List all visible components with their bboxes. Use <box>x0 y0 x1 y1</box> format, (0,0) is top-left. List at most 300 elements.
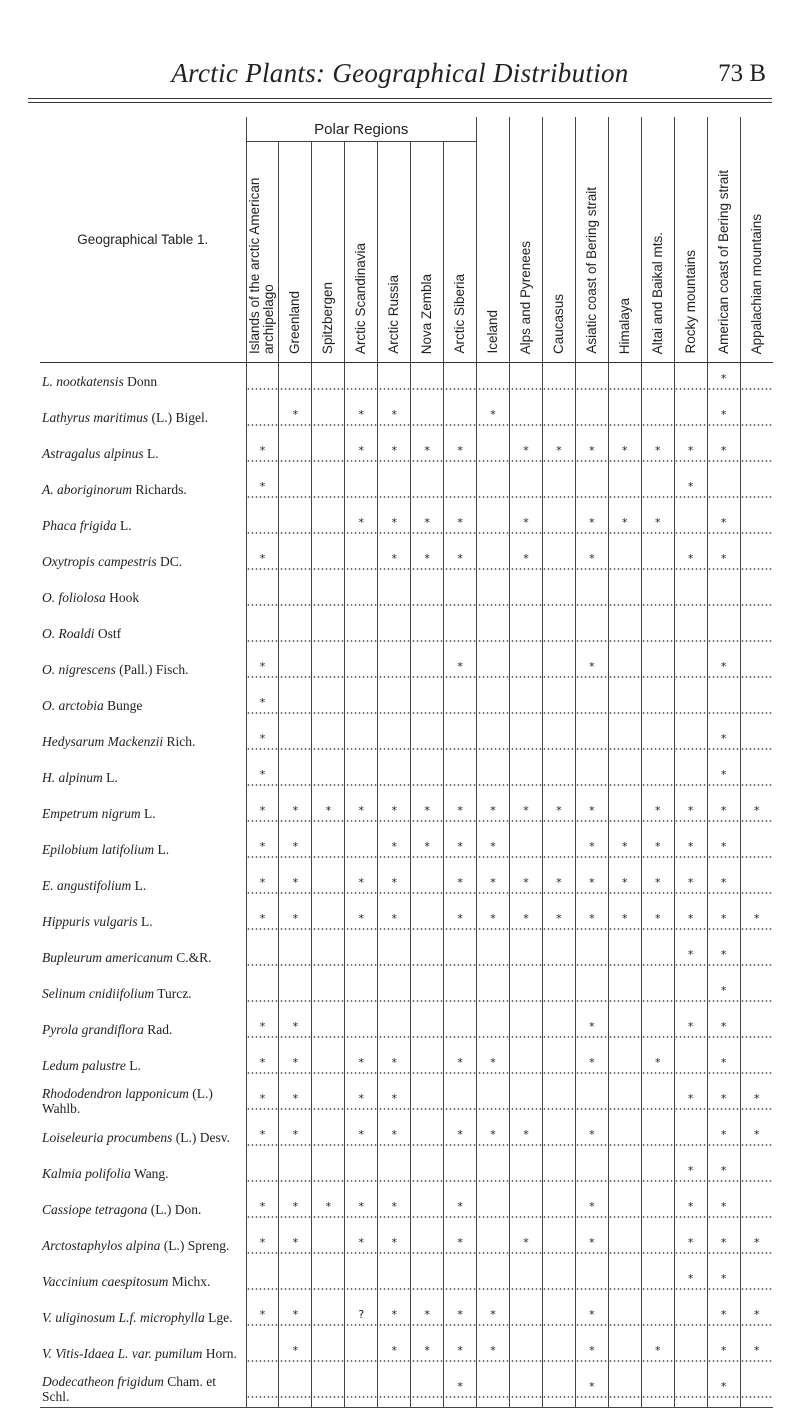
occurrence-cell <box>312 471 345 507</box>
occurrence-mark: * <box>720 659 727 673</box>
occurrence-cell <box>510 687 543 723</box>
table-row <box>40 399 773 435</box>
occurrence-cell <box>477 651 510 687</box>
species-name <box>40 1335 246 1371</box>
column-header <box>378 142 411 363</box>
occurrence-cell <box>674 1119 707 1155</box>
column-header-label: Alps and Pyrenees <box>517 240 533 354</box>
occurrence-cell <box>279 579 312 615</box>
occurrence-cell <box>378 1119 411 1155</box>
occurrence-mark: ? <box>358 1307 365 1321</box>
occurrence-cell <box>740 471 773 507</box>
occurrence-cell <box>707 1011 740 1047</box>
occurrence-cell <box>477 615 510 651</box>
occurrence-cell <box>641 1299 674 1335</box>
species-binomial: Rhododendron lapponicum <box>42 1086 189 1101</box>
occurrence-mark: * <box>523 803 529 817</box>
species-binomial: Kalmia polifolia <box>42 1165 131 1181</box>
occurrence-cell <box>279 795 312 831</box>
distribution-table <box>40 117 773 1408</box>
occurrence-cell <box>411 1227 444 1263</box>
occurrence-cell <box>740 507 773 543</box>
occurrence-cell <box>246 1155 279 1191</box>
occurrence-mark: * <box>720 1235 727 1249</box>
occurrence-mark: * <box>490 839 496 853</box>
occurrence-cell <box>345 1371 378 1408</box>
occurrence-mark: * <box>391 911 397 925</box>
occurrence-cell <box>477 543 510 579</box>
occurrence-cell <box>707 867 740 903</box>
occurrence-cell <box>510 471 543 507</box>
occurrence-cell <box>674 1083 707 1119</box>
occurrence-mark: * <box>457 515 463 529</box>
occurrence-mark: * <box>292 1343 299 1357</box>
occurrence-cell <box>444 1299 477 1335</box>
occurrence-cell <box>740 975 773 1011</box>
occurrence-mark: * <box>391 1127 397 1141</box>
occurrence-cell <box>477 1155 510 1191</box>
occurrence-cell <box>477 687 510 723</box>
occurrence-cell <box>477 1263 510 1299</box>
occurrence-mark: * <box>292 407 299 421</box>
occurrence-cell <box>510 579 543 615</box>
table-row <box>40 1335 773 1371</box>
occurrence-cell <box>740 651 773 687</box>
occurrence-cell <box>608 435 641 471</box>
occurrence-cell <box>740 1191 773 1227</box>
occurrence-cell <box>378 831 411 867</box>
occurrence-cell <box>542 795 575 831</box>
occurrence-cell <box>674 579 707 615</box>
occurrence-cell <box>444 507 477 543</box>
species-name <box>40 1155 246 1191</box>
occurrence-cell <box>542 471 575 507</box>
species-author: L. <box>106 769 118 785</box>
occurrence-cell <box>246 1263 279 1299</box>
occurrence-mark: * <box>622 515 628 529</box>
occurrence-cell <box>279 399 312 435</box>
occurrence-cell <box>312 1227 345 1263</box>
occurrence-cell <box>246 831 279 867</box>
species-author: L. <box>157 841 170 857</box>
occurrence-cell <box>641 363 674 400</box>
occurrence-cell <box>740 1299 773 1335</box>
occurrence-cell <box>707 543 740 579</box>
occurrence-cell <box>444 435 477 471</box>
occurrence-cell <box>411 759 444 795</box>
occurrence-cell <box>641 651 674 687</box>
occurrence-cell <box>378 687 411 723</box>
occurrence-mark: * <box>490 1307 496 1321</box>
table-row <box>40 1371 773 1408</box>
occurrence-cell <box>246 1011 279 1047</box>
occurrence-mark: * <box>457 1379 463 1393</box>
column-header-label: Arctic Siberia <box>452 274 468 354</box>
occurrence-cell <box>411 795 444 831</box>
occurrence-cell <box>542 1155 575 1191</box>
occurrence-cell <box>542 579 575 615</box>
occurrence-cell <box>740 1083 773 1119</box>
occurrence-cell <box>345 1047 378 1083</box>
occurrence-mark: * <box>622 911 628 925</box>
occurrence-mark: * <box>358 875 365 889</box>
occurrence-cell <box>641 399 674 435</box>
species-binomial: Lathyrus maritimus <box>42 409 149 425</box>
occurrence-cell <box>542 1263 575 1299</box>
occurrence-mark: * <box>391 803 397 817</box>
occurrence-mark: * <box>687 911 694 925</box>
occurrence-cell <box>444 1083 477 1119</box>
occurrence-cell <box>740 939 773 975</box>
occurrence-cell <box>312 1299 345 1335</box>
occurrence-cell <box>312 1083 345 1119</box>
species-binomial: Cassiope tetragona <box>42 1201 148 1217</box>
occurrence-cell <box>510 651 543 687</box>
occurrence-cell <box>444 975 477 1011</box>
occurrence-cell <box>246 651 279 687</box>
occurrence-cell <box>674 399 707 435</box>
occurrence-mark: * <box>687 803 694 817</box>
occurrence-mark: * <box>358 1235 365 1249</box>
species-author: (L.) Wahlb. <box>42 1086 213 1116</box>
occurrence-mark: * <box>720 839 727 853</box>
occurrence-cell <box>279 1371 312 1408</box>
occurrence-cell <box>641 615 674 651</box>
occurrence-cell <box>345 1227 378 1263</box>
occurrence-cell <box>740 1119 773 1155</box>
occurrence-mark: * <box>720 1307 727 1321</box>
occurrence-cell <box>707 687 740 723</box>
occurrence-cell <box>575 579 608 615</box>
column-header <box>411 142 444 363</box>
occurrence-cell <box>542 939 575 975</box>
occurrence-cell <box>674 795 707 831</box>
occurrence-cell <box>345 399 378 435</box>
column-header <box>674 117 707 363</box>
occurrence-mark: * <box>259 767 266 781</box>
occurrence-cell <box>477 1335 510 1371</box>
occurrence-cell <box>740 867 773 903</box>
occurrence-mark: * <box>259 1127 266 1141</box>
column-header-label: Islands of the arctic American archipelago <box>247 177 277 354</box>
occurrence-cell <box>641 507 674 543</box>
occurrence-mark: * <box>259 1307 266 1321</box>
column-header-label: Greenland <box>287 290 303 354</box>
occurrence-cell <box>575 975 608 1011</box>
occurrence-mark: * <box>720 1343 727 1357</box>
occurrence-cell <box>575 867 608 903</box>
occurrence-cell <box>707 651 740 687</box>
occurrence-cell <box>411 435 444 471</box>
occurrence-cell <box>444 1119 477 1155</box>
occurrence-cell <box>312 867 345 903</box>
species-name <box>40 975 246 1011</box>
occurrence-cell <box>674 471 707 507</box>
occurrence-cell <box>411 975 444 1011</box>
table-row <box>40 1083 773 1119</box>
table-row <box>40 363 773 400</box>
occurrence-cell <box>608 939 641 975</box>
occurrence-cell <box>444 471 477 507</box>
occurrence-cell <box>312 1047 345 1083</box>
occurrence-cell <box>345 1263 378 1299</box>
occurrence-cell <box>510 1191 543 1227</box>
occurrence-cell <box>608 795 641 831</box>
occurrence-mark: * <box>358 515 365 529</box>
occurrence-cell <box>246 759 279 795</box>
occurrence-cell <box>246 723 279 759</box>
species-author: L. <box>120 517 132 533</box>
occurrence-cell <box>378 1191 411 1227</box>
occurrence-cell <box>575 1263 608 1299</box>
occurrence-mark: * <box>457 1307 463 1321</box>
occurrence-cell <box>444 1047 477 1083</box>
occurrence-cell <box>575 1047 608 1083</box>
occurrence-mark: * <box>490 1343 496 1357</box>
occurrence-cell <box>674 867 707 903</box>
occurrence-mark: * <box>358 443 365 457</box>
occurrence-cell <box>575 939 608 975</box>
species-binomial: V. Vitis-Idaea L. var. pumilum <box>42 1345 203 1361</box>
occurrence-cell <box>575 795 608 831</box>
occurrence-cell <box>444 615 477 651</box>
species-binomial: L. nootkatensis <box>42 373 124 389</box>
column-header <box>510 117 543 363</box>
occurrence-mark: * <box>720 407 727 421</box>
occurrence-cell <box>279 1011 312 1047</box>
species-author: Donn <box>127 373 158 389</box>
occurrence-cell <box>312 687 345 723</box>
occurrence-mark: * <box>687 1271 694 1285</box>
occurrence-cell <box>246 1227 279 1263</box>
occurrence-cell <box>608 615 641 651</box>
occurrence-cell <box>279 1263 312 1299</box>
species-author: (L.) Don. <box>150 1201 202 1217</box>
occurrence-cell <box>279 1047 312 1083</box>
occurrence-mark: * <box>720 1127 727 1141</box>
occurrence-cell <box>510 1011 543 1047</box>
occurrence-cell <box>674 903 707 939</box>
occurrence-mark: * <box>391 1055 397 1069</box>
occurrence-mark: * <box>457 875 463 889</box>
occurrence-cell <box>641 831 674 867</box>
column-header-label: American coast of Bering strait <box>715 170 731 354</box>
occurrence-mark: * <box>687 839 694 853</box>
occurrence-cell <box>378 543 411 579</box>
occurrence-cell <box>641 1227 674 1263</box>
occurrence-mark: * <box>391 1235 397 1249</box>
occurrence-cell <box>707 471 740 507</box>
occurrence-cell <box>246 1335 279 1371</box>
top-rule-thin <box>28 102 772 103</box>
occurrence-mark: * <box>589 803 595 817</box>
occurrence-cell <box>246 1191 279 1227</box>
occurrence-cell <box>674 1191 707 1227</box>
occurrence-cell <box>246 1299 279 1335</box>
occurrence-cell <box>510 1263 543 1299</box>
occurrence-cell <box>608 1371 641 1408</box>
occurrence-cell <box>246 435 279 471</box>
species-name <box>40 687 246 723</box>
occurrence-mark: * <box>654 1343 661 1357</box>
occurrence-cell <box>444 831 477 867</box>
occurrence-cell <box>542 1371 575 1408</box>
occurrence-cell <box>477 723 510 759</box>
occurrence-cell <box>477 1011 510 1047</box>
occurrence-cell <box>411 471 444 507</box>
occurrence-cell <box>345 1191 378 1227</box>
occurrence-cell <box>411 1335 444 1371</box>
occurrence-cell <box>378 1011 411 1047</box>
table-row <box>40 1119 773 1155</box>
top-rule <box>28 98 772 99</box>
occurrence-mark: * <box>490 911 496 925</box>
occurrence-cell <box>411 651 444 687</box>
occurrence-cell <box>279 543 312 579</box>
occurrence-mark: * <box>654 803 661 817</box>
table-row <box>40 1191 773 1227</box>
occurrence-cell <box>575 687 608 723</box>
occurrence-mark: * <box>490 875 496 889</box>
occurrence-cell <box>575 1191 608 1227</box>
table-row <box>40 939 773 975</box>
occurrence-cell <box>378 651 411 687</box>
occurrence-cell <box>608 399 641 435</box>
occurrence-cell <box>542 1047 575 1083</box>
occurrence-mark: * <box>292 911 299 925</box>
species-author: (L.) Spreng. <box>163 1237 230 1253</box>
occurrence-cell <box>674 1263 707 1299</box>
occurrence-cell <box>411 939 444 975</box>
occurrence-mark: * <box>457 1235 463 1249</box>
species-author: Hook <box>109 589 140 605</box>
occurrence-mark: * <box>720 803 727 817</box>
occurrence-cell <box>740 831 773 867</box>
occurrence-cell <box>411 1083 444 1119</box>
occurrence-mark: * <box>292 1199 299 1213</box>
occurrence-cell <box>707 615 740 651</box>
occurrence-mark: * <box>523 911 529 925</box>
occurrence-mark: * <box>391 839 397 853</box>
corner-label-text: Geographical Table 1. <box>77 231 209 247</box>
species-binomial: Hedysarum Mackenzii <box>42 733 164 749</box>
species-binomial: Phaca frigida <box>42 517 117 533</box>
occurrence-cell <box>641 1047 674 1083</box>
occurrence-cell <box>641 723 674 759</box>
occurrence-mark: * <box>622 875 628 889</box>
occurrence-cell <box>707 1263 740 1299</box>
occurrence-cell <box>707 1299 740 1335</box>
species-binomial: O. foliolosa <box>42 589 106 605</box>
occurrence-cell <box>378 1371 411 1408</box>
occurrence-cell <box>674 435 707 471</box>
occurrence-mark: * <box>292 1307 299 1321</box>
occurrence-cell <box>246 1083 279 1119</box>
species-name <box>40 543 246 579</box>
occurrence-mark: * <box>654 1055 661 1069</box>
occurrence-cell <box>345 471 378 507</box>
occurrence-cell <box>510 1119 543 1155</box>
occurrence-mark: * <box>358 407 365 421</box>
occurrence-cell <box>345 795 378 831</box>
occurrence-mark: * <box>259 695 266 709</box>
occurrence-mark: * <box>457 839 463 853</box>
occurrence-cell <box>674 1155 707 1191</box>
occurrence-cell <box>707 759 740 795</box>
occurrence-mark: * <box>687 1091 694 1105</box>
species-binomial: Astragalus alpinus <box>42 445 144 461</box>
table-row <box>40 543 773 579</box>
occurrence-cell <box>411 867 444 903</box>
table-row <box>40 723 773 759</box>
occurrence-cell <box>542 435 575 471</box>
occurrence-cell <box>674 1011 707 1047</box>
occurrence-cell <box>279 1083 312 1119</box>
occurrence-cell <box>345 615 378 651</box>
occurrence-mark: * <box>259 1019 266 1033</box>
occurrence-cell <box>477 399 510 435</box>
occurrence-cell <box>542 651 575 687</box>
occurrence-mark: * <box>523 515 529 529</box>
table-row <box>40 1011 773 1047</box>
occurrence-cell <box>477 1047 510 1083</box>
occurrence-mark: * <box>424 803 430 817</box>
table-row <box>40 507 773 543</box>
occurrence-mark: * <box>391 1091 397 1105</box>
species-binomial: Dodecatheon frigidum <box>42 1374 164 1389</box>
occurrence-mark: * <box>754 1127 760 1141</box>
occurrence-cell <box>510 543 543 579</box>
occurrence-mark: * <box>292 875 299 889</box>
occurrence-mark: * <box>391 443 397 457</box>
occurrence-cell <box>444 1155 477 1191</box>
occurrence-cell <box>312 399 345 435</box>
occurrence-mark: * <box>754 1343 760 1357</box>
occurrence-cell <box>608 759 641 795</box>
occurrence-cell <box>411 615 444 651</box>
column-header-label: Arctic Russia <box>386 275 402 354</box>
occurrence-cell <box>740 759 773 795</box>
occurrence-mark: * <box>523 875 529 889</box>
occurrence-cell <box>345 1335 378 1371</box>
occurrence-cell <box>740 579 773 615</box>
column-header-label: Asiatic coast of Bering strait <box>583 187 599 354</box>
occurrence-cell <box>542 723 575 759</box>
occurrence-cell <box>378 471 411 507</box>
occurrence-cell <box>575 435 608 471</box>
occurrence-cell <box>279 1191 312 1227</box>
occurrence-cell <box>674 363 707 400</box>
occurrence-cell <box>312 363 345 400</box>
occurrence-cell <box>510 1227 543 1263</box>
table-row <box>40 1155 773 1191</box>
occurrence-mark: * <box>457 911 463 925</box>
occurrence-mark: * <box>754 1307 760 1321</box>
occurrence-mark: * <box>687 947 694 961</box>
occurrence-mark: * <box>424 1307 430 1321</box>
occurrence-mark: * <box>720 443 727 457</box>
occurrence-cell <box>674 759 707 795</box>
occurrence-mark: * <box>292 1235 299 1249</box>
occurrence-cell <box>444 651 477 687</box>
occurrence-mark: * <box>589 1019 595 1033</box>
occurrence-cell <box>575 1011 608 1047</box>
occurrence-cell <box>674 831 707 867</box>
occurrence-cell <box>279 1299 312 1335</box>
occurrence-cell <box>279 435 312 471</box>
occurrence-cell <box>378 723 411 759</box>
occurrence-cell <box>510 903 543 939</box>
